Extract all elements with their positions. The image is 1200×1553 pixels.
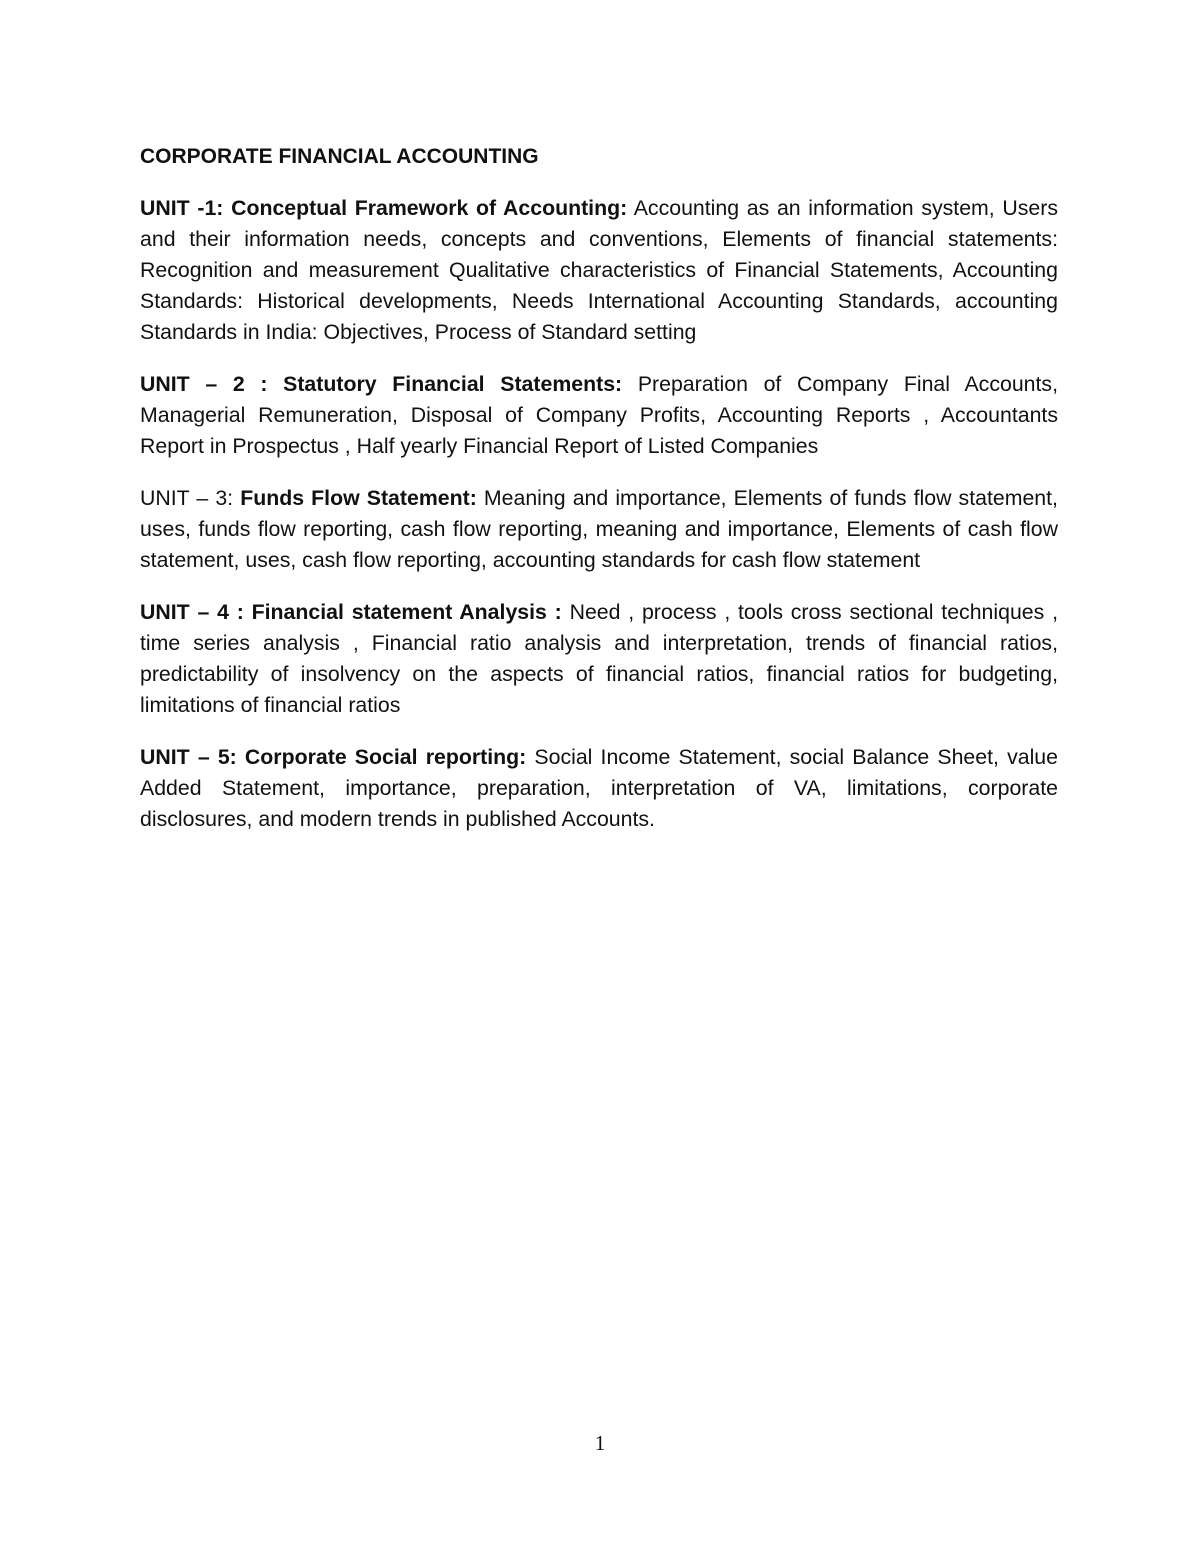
unit-3-paragraph: [140, 483, 1058, 576]
unit-3-prefix: UNIT – 3:: [140, 486, 241, 510]
unit-4-heading: UNIT – 4 : Financial statement Analysis :: [140, 600, 562, 624]
unit-3-body: Meaning and importance, Elements of funds flow statement, uses, funds flow reporting, cash flow reporting, meaning and importance, Elements of cash flow statement, uses, cash flow reporting, accounting standards for cash flow statement: [140, 486, 1058, 572]
unit-1-body: Accounting as an information system, Users and their information needs, concepts and conventions, Elements of financial statements: Recognition and measurement Qualitative characteristics of Financial Statements, Accounting Standards: Historical developments, Needs International Accounting Standards, accounting Standards in India: Objectives, Process of Standard setting: [140, 196, 1058, 344]
unit-4-paragraph: [140, 597, 1058, 721]
page-content: [140, 141, 1058, 856]
document-title: CORPORATE FINANCIAL ACCOUNTING: [140, 145, 539, 168]
unit-4-body: Need , process , tools cross sectional techniques , time series analysis , Financial ratio analysis and interpretation, trends of financial ratios, predictability of insolvency on the aspects of financial ratios, financial ratios for budgeting, limitations of financial ratios: [140, 600, 1059, 717]
unit-1-paragraph: [140, 193, 1058, 348]
unit-1-heading: UNIT -1: Conceptual Framework of Accounting:: [140, 196, 628, 220]
unit-2-body: Preparation of Company Final Accounts, Managerial Remuneration, Disposal of Company Profits, Accounting Reports , Accountants Report in Prospectus , Half yearly Financial Report of Listed Companies: [140, 372, 1058, 458]
unit-5-body: Social Income Statement, social Balance Sheet, value Added Statement, importance, preparation, interpretation of VA, limitations, corporate disclosures, and modern trends in published Accounts.: [140, 745, 1058, 831]
unit-3-heading: Funds Flow Statement:: [240, 486, 477, 510]
unit-5-paragraph: [140, 742, 1058, 835]
unit-5-heading: UNIT – 5: Corporate Social reporting:: [140, 745, 527, 769]
unit-2-heading: UNIT – 2 : Statutory Financial Statements:: [140, 372, 623, 396]
unit-2-paragraph: [140, 369, 1058, 462]
page-number: 1: [594, 1431, 606, 1455]
